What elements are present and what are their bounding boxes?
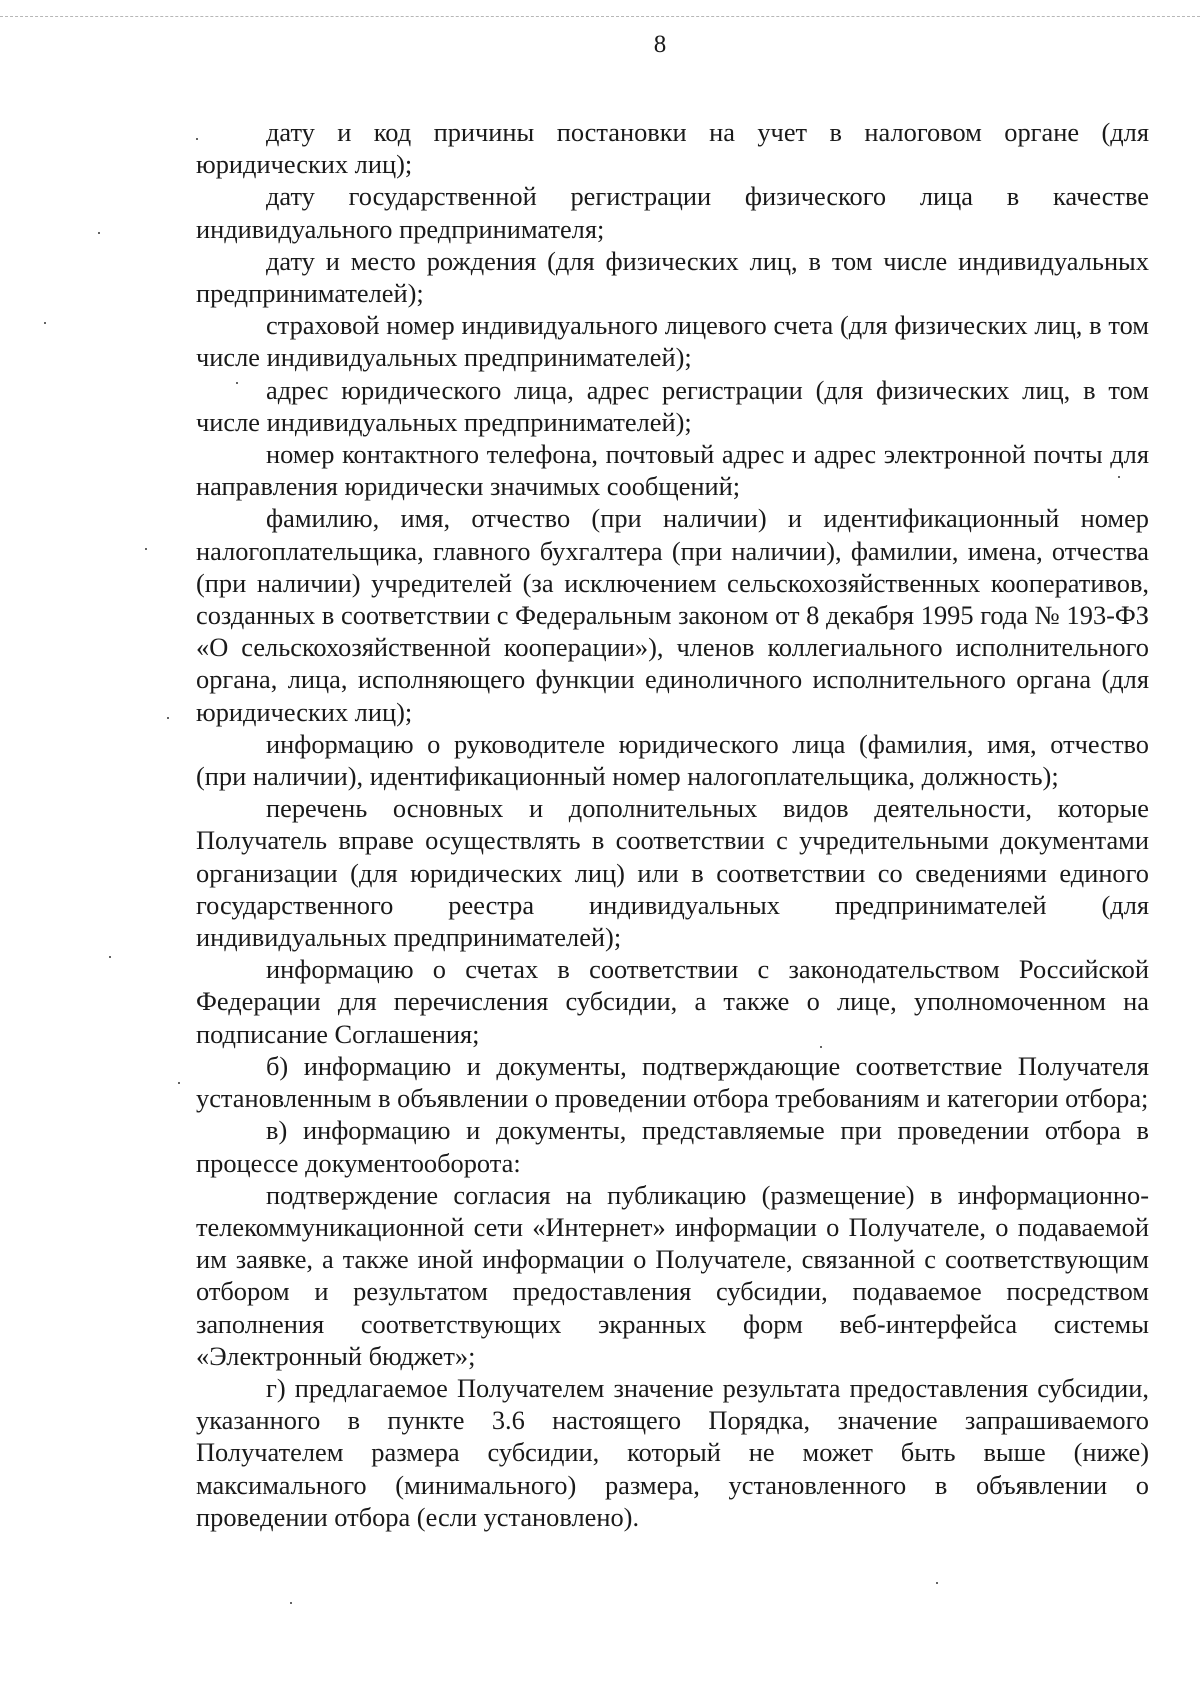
scan-speck: [290, 1602, 292, 1604]
paragraph: страховой номер индивидуального лицевого счета (для физических лиц, в том числе индивидуальных предпринимателей);: [196, 310, 1149, 373]
paragraph: дату государственной регистрации физического лица в качестве индивидуального предпринимателя;: [196, 181, 1149, 244]
paragraph: информацию о счетах в соответствии с законодательством Российской Федерации для перечисления субсидии, а также о лице, уполномоченном на подписание Соглашения;: [196, 954, 1149, 1049]
paragraph: дату и место рождения (для физических лиц, в том числе индивидуальных предпринимателей);: [196, 245, 1149, 309]
paragraph: информацию о руководителе юридического лица (фамилия, имя, отчество (при наличии), идентификационный номер налогоплательщика, должность);: [196, 728, 1149, 792]
scan-speck: [936, 1582, 938, 1584]
paragraph: номер контактного телефона, почтовый адрес и адрес электронной почты для направления юридически значимых сообщений;: [196, 439, 1149, 502]
scan-speck: [44, 322, 46, 324]
scan-speck: [145, 548, 147, 550]
paragraph: в) информацию и документы, представляемые при проведении отбора в процессе документооборота:: [196, 1115, 1149, 1178]
document-body: [196, 116, 1149, 1533]
scan-edge-line: [0, 16, 1200, 17]
paragraph: г) предлагаемое Получателем значение результата предоставления субсидии, указанного в пункте 3.6 настоящего Порядка, значение запрашиваемого Получателем размера субсидии, который не может быть выше (ниже) максимального (минимального) размера, установленного в объявлении о проведении отбора (если установлено).: [196, 1372, 1149, 1532]
scan-speck: [196, 138, 198, 140]
paragraph: фамилию, имя, отчество (при наличии) и идентификационный номер налогоплательщика, главного бухгалтера (при наличии), фамилии, имена, отчества (при наличии) учредителей (за исключением сельскохозяйственных кооперативов, созданных в соответствии с Федеральным законом от 8 декабря 1995 года № 193-ФЗ «О сельскохозяйственной кооперации»), членов коллегиального исполнительного органа, лица, исполняющего функции единоличного исполнительного органа (для юридических лиц);: [196, 503, 1149, 727]
page-number: 8: [653, 31, 667, 58]
paragraph: перечень основных и дополнительных видов деятельности, которые Получатель вправе осуществлять в соответствии с учредительными документами организации (для юридических лиц) или в соответствии со сведениями единого государственного реестра индивидуальных предпринимателей (для индивидуальных предпринимателей);: [196, 793, 1149, 953]
paragraph: дату и код причины постановки на учет в налоговом органе (для юридических лиц);: [196, 117, 1149, 180]
scan-speck: [109, 956, 111, 958]
paragraph: подтверждение согласия на публикацию (размещение) в информационно-телекоммуникационной сети «Интернет» информации о Получателе, о подаваемой им заявке, а также иной информации о Получателе, связанной с соответствующим отбором и результатом предоставления субсидии, подаваемое посредством заполнения соответствующих экранных форм веб-интерфейса системы «Электронный бюджет»;: [196, 1179, 1149, 1371]
scan-speck: [236, 382, 238, 384]
scan-speck: [178, 1082, 180, 1084]
scan-speck: [167, 717, 169, 719]
scan-speck: [820, 1046, 822, 1048]
scan-speck: [1118, 476, 1120, 478]
paragraph: б) информацию и документы, подтверждающие соответствие Получателя установленным в объявлении о проведении отбора требованиям и категории отбора;: [196, 1050, 1149, 1114]
paragraph: адрес юридического лица, адрес регистрации (для физических лиц, в том числе индивидуальных предпринимателей);: [196, 374, 1149, 437]
scan-speck: [98, 232, 100, 234]
